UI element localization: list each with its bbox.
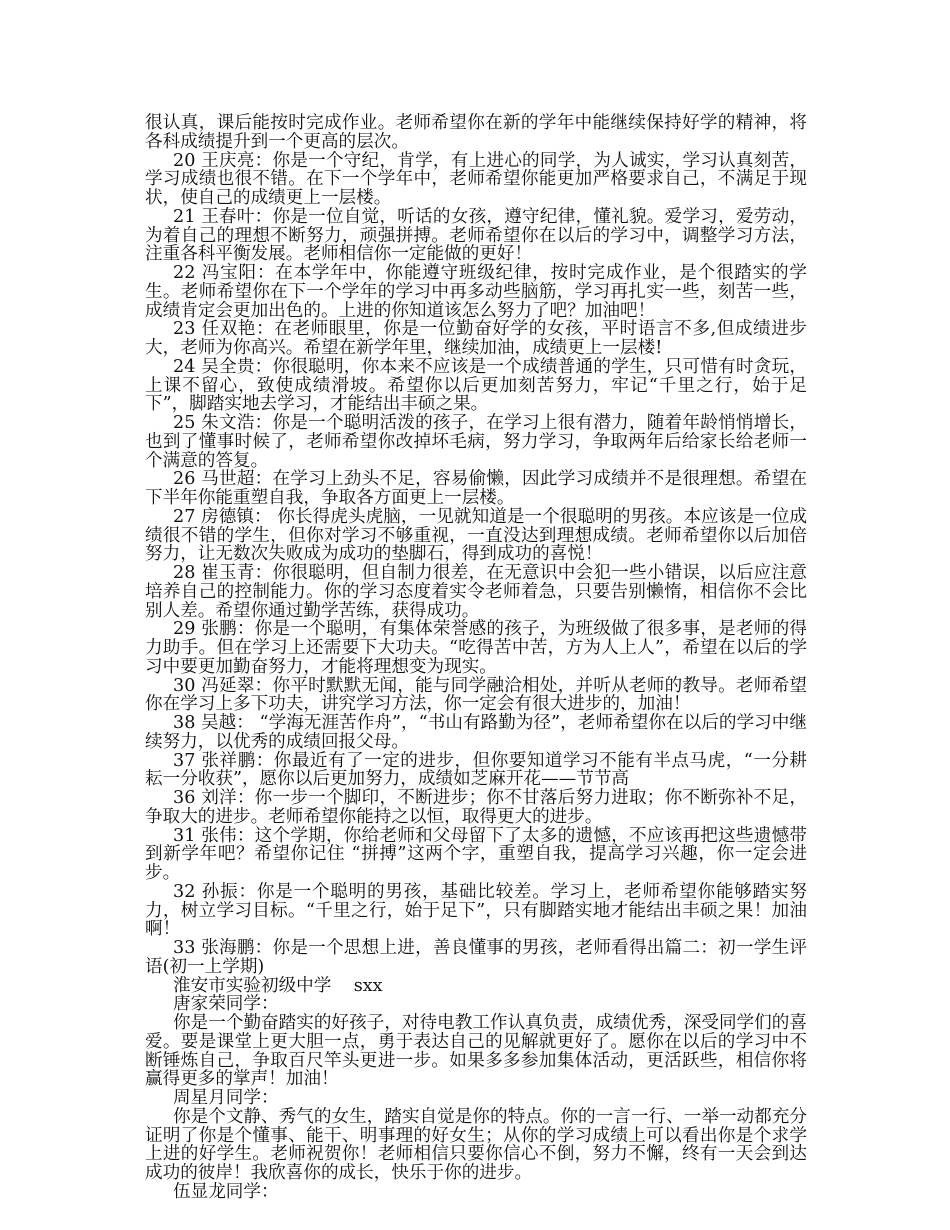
student-heading: 唐家荣同学： — [173, 994, 279, 1015]
paragraph: 38 吴越： “学海无涯苦作舟”，“书山有路勤为径”，老师希望你在以后的学习中继续努力，以优秀的成绩回报父母。 — [145, 713, 807, 752]
paragraph: 22 冯宝阳：在本学年中，你能遵守班级纪律，按时完成作业，是个很踏实的学生。老师希望你在下一个学年的学习中再多动些脑筋，学习再扎实一些，刻苦一些，成绩肯定会更加出色的。上进的你知道该怎么努力了吧？加油吧！ — [145, 263, 807, 321]
paragraph: 27 房德镇： 你长得虎头虎脑，一见就知道是一个很聪明的男孩。本应该是一位成绩很不错的学生，但你对学习不够重视，一直没达到理想成绩。老师希望你以后加倍努力，让无数次失败成为成功的垫脚石，得到成功的喜悦！ — [145, 506, 807, 565]
paragraph: 29 张鹏：你是一个聪明，有集体荣誉感的孩子，为班级做了很多事，是老师的得力助手。但在学习上还需要下大功夫。“吃得苦中苦，方为人上人”，希望在以后的学习中要更加勤奋努力，才能将理想变为现实。 — [145, 619, 807, 677]
student-heading: 伍显龙同学： — [173, 1181, 279, 1202]
paragraph: 很认真，课后能按时完成作业。老师希望你在新的学年中能继续保持好学的精神，将各科成绩提升到一个更高的层次。 — [145, 113, 807, 152]
paragraph: 36 刘洋：你一步一个脚印，不断进步；你不甘落后努力进取；你不断弥补不足，争取大的进步。老师希望你能持之以恒，取得更大的进步。 — [145, 788, 807, 827]
school-line: 淮安市实验初级中学 sxx — [173, 975, 383, 996]
paragraph: 你是一个勤奋踏实的好孩子，对待电教工作认真负责，成绩优秀，深受同学们的喜爱。要是课堂上更大胆一点，勇于表达自己的见解就更好了。愿你在以后的学习中不断锤炼自己，争取百尺竿头更进一步。如果多多参加集体活动，更活跃些，相信你将赢得更多的掌声！加油！ — [145, 1013, 807, 1090]
paragraph: 你是个文静、秀气的女生，踏实自觉是你的特点。你的一言一行、一举一动都充分证明了你是个懂事、能干、明事理的好女生；从你的学习成绩上可以看出你是个求学上进的好学生。老师祝贺你！老师相信只要你信心不倒，努力不懈，终有一天会到达成功的彼岸！我欣喜你的成长，快乐于你的进步。 — [145, 1106, 807, 1183]
paragraph: 30 冯延翠：你平时默默无闻，能与同学融洽相处，并听从老师的教导。老师希望你在学习上多下功夫，讲究学习方法，你一定会有很大进步的，加油！ — [145, 675, 807, 715]
paragraph: 21 王春叶：你是一位自觉，听话的女孩，遵守纪律，懂礼貌。爱学习，爱劳动，为着自己的理想不断努力，顽强拼搏。老师希望你在以后的学习中，调整学习方法，注重各科平衡发展。老师相信你一定能做的更好！ — [145, 206, 807, 265]
paragraph: 28 崔玉青：你很聪明，但自制力很差，在无意识中会犯一些小错误，以后应注意培养自己的控制能力。你的学习态度着实令老师着急，只要告别懒惰，相信你不会比别人差。希望你通过勤学苦练，获得成功。 — [145, 563, 807, 621]
student-heading: 周星月同学： — [173, 1088, 279, 1108]
paragraph: 20 王庆亮：你是一个守纪，肯学，有上进心的同学，为人诚实，学习认真刻苦，学习成绩也很不错。在下一个学年中，老师希望你能更加严格要求自己，不满足于现状，使自己的成绩更上一层楼。 — [145, 150, 807, 208]
paragraph: 25 朱文浩：你是一个聪明活泼的孩子，在学习上很有潜力，随着年龄悄悄增长，也到了懂事时候了，老师希望你改掉坏毛病，努力学习，争取两年后给家长给老师一个满意的答复。 — [145, 413, 807, 471]
paragraph: 24 吴全贵：你很聪明，你本来不应该是一个成绩普通的学生，只可惜有时贪玩，上课不留心，致使成绩滑坡。希望你以后更加刻苦努力，牢记“千里之行，始于足下”，脚踏实地去学习，才能结出丰硕之果。 — [145, 356, 807, 415]
paragraph: 31 张伟：这个学期，你给老师和父母留下了太多的遗憾，不应该再把这些遗憾带到新学年吧？希望你记住 “拼搏”这两个字，重塑自我，提高学习兴趣，你一定会进步。 — [145, 825, 807, 883]
document-page — [145, 114, 807, 1202]
paragraph: 26 马世超：在学习上劲头不足，容易偷懒，因此学习成绩并不是很理想。希望在下半年你能重塑自我，争取各方面更上一层楼。 — [145, 469, 807, 508]
paragraph: 33 张海鹏：你是一个思想上进，善良懂事的男孩，老师看得出篇二：初一学生评语(初一上学期) — [145, 938, 807, 977]
paragraph: 23 任双艳：在老师眼里，你是一位勤奋好学的女孩，平时语言不多,但成绩进步大，老师为你高兴。希望在新学年里，继续加油，成绩更上一层楼! — [145, 319, 807, 358]
paragraph: 37 张祥鹏：你最近有了一定的进步，但你要知道学习不能有半点马虎，“一分耕耘一分收获”，愿你以后更加努力，成绩如芝麻开花——节节高 — [145, 750, 807, 790]
paragraph: 32 孙振：你是一个聪明的男孩，基础比较差。学习上，老师希望你能够踏实努力，树立学习目标。“千里之行，始于足下”，只有脚踏实地才能结出丰硕之果！加油啊！ — [145, 881, 807, 940]
